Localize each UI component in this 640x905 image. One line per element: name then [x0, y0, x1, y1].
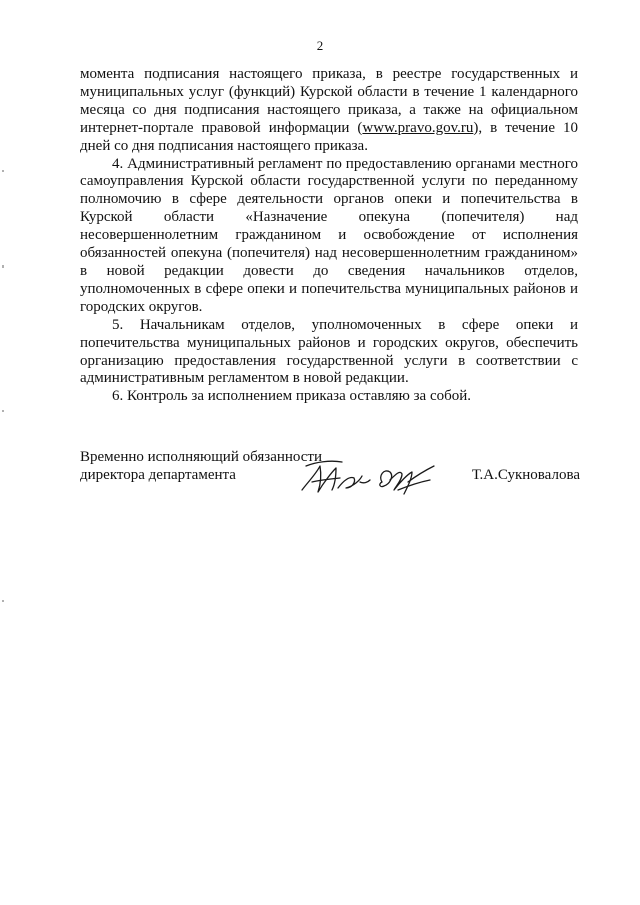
signer-title: [80, 448, 322, 484]
paragraph-4: 4. Административный регламент по предоставлению органами местного самоуправления Курской области государственной услуги по переданному полномочию в сфере деятельности органов опеки и попечительства в Курской области «Назначение опекуна (попечителя) над несовершеннолетним гражданином и освобождение от исполнения обязанностей опекуна (попечителя) над несовершеннолетним гражданином» в новой редакции довести до сведения начальников отделов, уполномоченных в сфере опеки и попечительства муниципальных районов и городских округов.: [80, 155, 578, 315]
signature-block: [80, 448, 580, 508]
signer-title-line-1: Временно исполняющий обязанности: [80, 449, 323, 465]
handwritten-signature: [298, 452, 448, 500]
paragraph-6: 6. Контроль за исполнением приказа оставляю за собой.: [112, 388, 472, 405]
signer-title-line-2: директора департамента: [80, 467, 236, 483]
paragraph-3-text-end: ), в течение 10 дней со дня подписания настоящего приказа.: [80, 119, 578, 154]
page-number: 2: [316, 38, 324, 53]
paragraph-3-text: момента подписания настоящего приказа, в реестре государственных и муниципальных услуг (функций) Курской области в течение 1 календарного месяца со дня подписания настоящего приказа, а также на официальном интернет-портале правовой информации (: [80, 66, 578, 136]
scan-edge-mark: [2, 170, 4, 172]
scan-edge-mark: [2, 265, 4, 268]
paragraph-3-continuation: [80, 66, 578, 156]
signer-name: Т.А.Сукновалова: [471, 467, 580, 483]
document-body: [80, 66, 578, 406]
paragraph-5: 5. Начальникам отделов, уполномоченных в сфере опеки и попечительства муниципальных районов и городских округов, обеспечить организацию предоставления государственной услуги в соответствии с административным регламентом в новой редакции.: [80, 316, 578, 387]
scan-edge-mark: [2, 410, 4, 412]
scan-edge-mark: [2, 600, 4, 602]
pravo-gov-link[interactable]: www.pravo.gov.ru: [362, 119, 474, 136]
